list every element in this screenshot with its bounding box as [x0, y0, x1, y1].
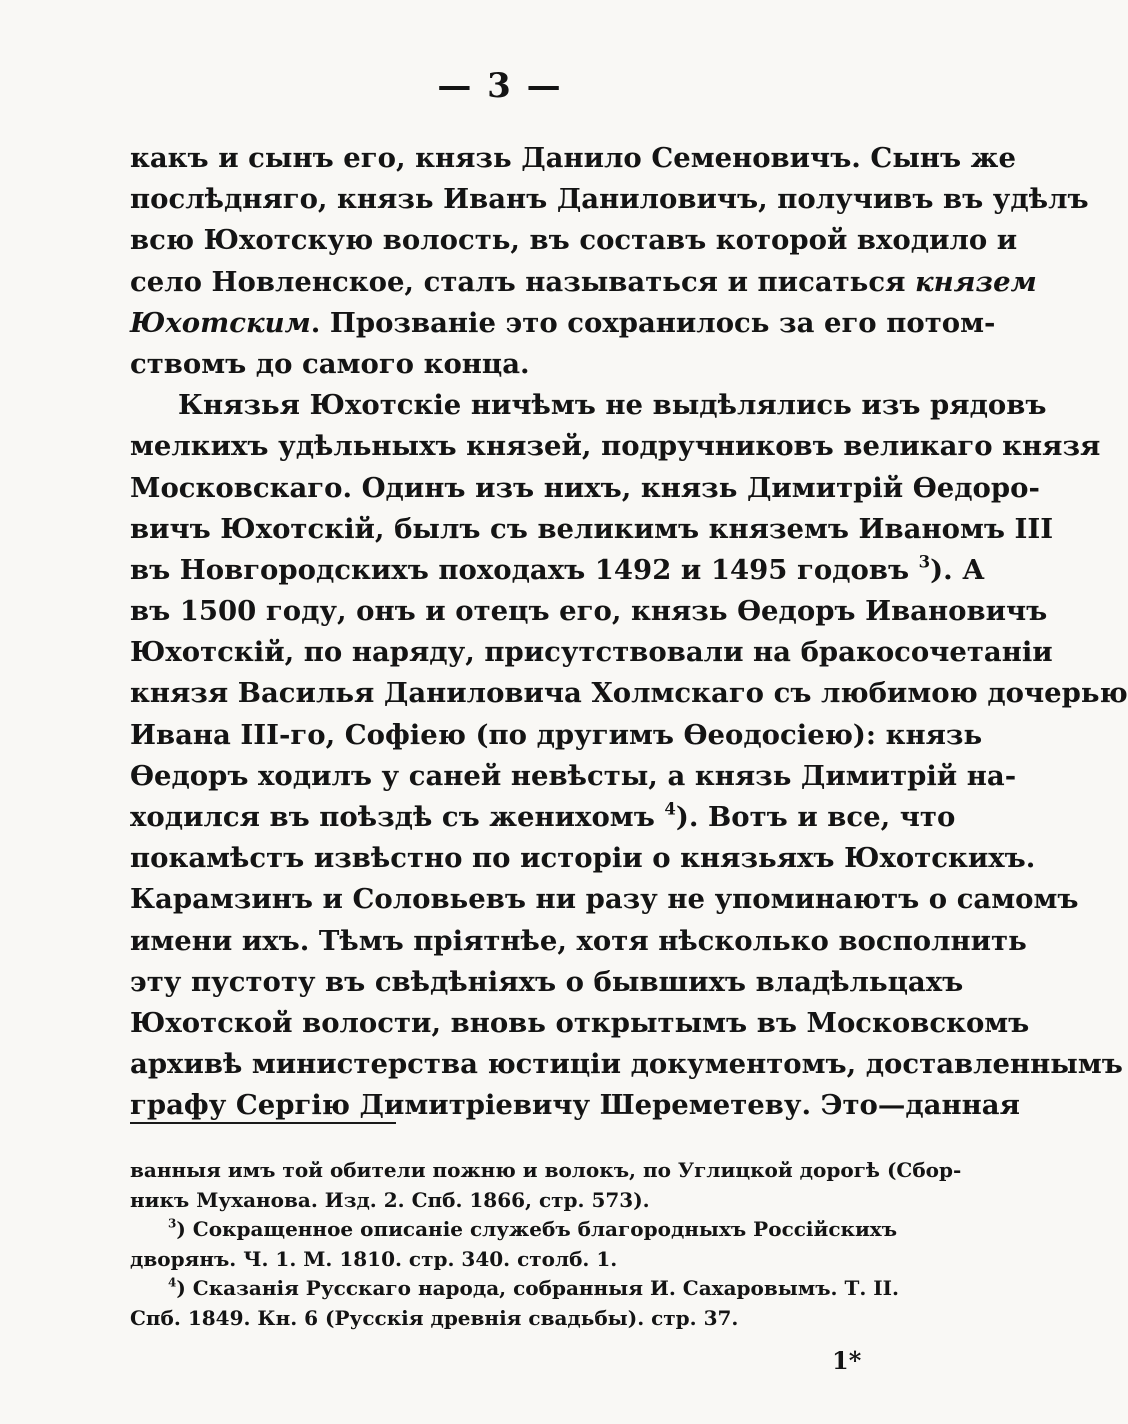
- text-line: архивѣ министерства юстицiи документомъ, доставленнымъ: [130, 1048, 1123, 1081]
- page-number: — 3 —: [437, 66, 563, 106]
- text-line: князя Василья Даниловича Холмскаго съ любимою дочерью: [130, 677, 1128, 710]
- text-line: покамѣстъ извѣстно по исторiи о князьяхъ Юхотскихъ.: [130, 842, 1036, 875]
- main-text: [130, 138, 1128, 1127]
- text-line: ходился въ поѣздѣ съ женихомъ $^4$). Вотъ и все, что: [130, 799, 956, 833]
- text-line: всю Юхотскую волость, въ составъ которой входило и: [130, 224, 1018, 257]
- text-line: Юхотским. Прозванiе это сохранилось за его потом-: [130, 306, 996, 339]
- text-line: графу Сергiю Димитрiевичу Шереметеву. Это—данная: [130, 1089, 1020, 1122]
- text-line: Князья Юхотскiе ничѣмъ не выдѣлялись изъ рядовъ: [178, 389, 1047, 422]
- text-line: какъ и сынъ его, князь Данило Семеновичъ. Сынъ же: [130, 142, 1016, 174]
- text-line: эту пустоту въ свѣдѣнiяхъ о бывшихъ владѣльцахъ: [130, 965, 964, 998]
- footnote-line: $^3$) Сокращенное описанiе служебъ благородныхъ Россiйскихъ: [168, 1216, 898, 1241]
- italic-text: князем: [914, 265, 1037, 298]
- text-line: ствомъ до самого конца.: [130, 347, 530, 380]
- text-line: Юхотской волости, вновь открытымъ въ Московскомъ: [130, 1006, 1030, 1039]
- text-line: въ 1500 году, онъ и отецъ его, князь Ѳедоръ Ивановичъ: [130, 595, 1048, 628]
- text-line: Ѳедоръ ходилъ у саней невѣсты, а князь Димитрiй на-: [130, 759, 1017, 792]
- signature-mark: 1*: [832, 1346, 862, 1375]
- footnote-line: Спб. 1849. Кн. 6 (Русскiя древнiя свадьбы). стр. 37.: [130, 1305, 739, 1330]
- text-line: въ Новгородскихъ походахъ 1492 и 1495 годовъ $^3$). А: [130, 552, 985, 586]
- footnote-line: ванныя имъ той обители пожню и волокъ, по Углицкой дорогѣ (Сбор-: [130, 1158, 962, 1182]
- footnote-marker: 4: [168, 1275, 177, 1290]
- footnote-divider: [130, 1122, 396, 1124]
- italic-text: Юхотским: [130, 306, 311, 339]
- text-line: Ивана III-го, Софiею (по другимъ Ѳеодосiею): князь: [130, 718, 983, 751]
- footnote-ref: 4: [664, 799, 676, 819]
- footnote-line: дворянъ. Ч. 1. М. 1810. стр. 340. столб. 1.: [130, 1246, 618, 1271]
- text-line: имени ихъ. Тѣмъ прiятнѣе, хотя нѣсколько восполнить: [130, 924, 1027, 957]
- text-line: село Новленское, сталъ называться и писаться князем: [130, 265, 1037, 298]
- footnotes: [130, 1156, 962, 1333]
- text-line: Карамзинъ и Соловьевъ ни разу не упоминаютъ о самомъ: [130, 883, 1079, 916]
- text-line: вичъ Юхотскiй, былъ съ великимъ княземъ Иваномъ III: [130, 512, 1054, 545]
- footnote-line: никъ Муханова. Изд. 2. Спб. 1866, стр. 573).: [130, 1187, 650, 1212]
- text-line: мелкихъ удѣльныхъ князей, подручниковъ великаго князя: [130, 430, 1101, 463]
- footnote-marker: 3: [168, 1216, 177, 1231]
- footnote-ref: 3: [918, 552, 931, 572]
- text-line: послѣдняго, князь Иванъ Даниловичъ, получивъ въ удѣлъ: [130, 183, 1089, 216]
- footnote-line: $^4$) Сказанiя Русскаго народа, собранныя И. Сахаровымъ. Т. II.: [168, 1275, 899, 1300]
- text-line: Юхотскiй, по наряду, присутствовали на бракосочетанiи: [130, 636, 1053, 669]
- text-line: Московскаго. Одинъ изъ нихъ, князь Димитрiй Ѳедоро-: [130, 471, 1040, 504]
